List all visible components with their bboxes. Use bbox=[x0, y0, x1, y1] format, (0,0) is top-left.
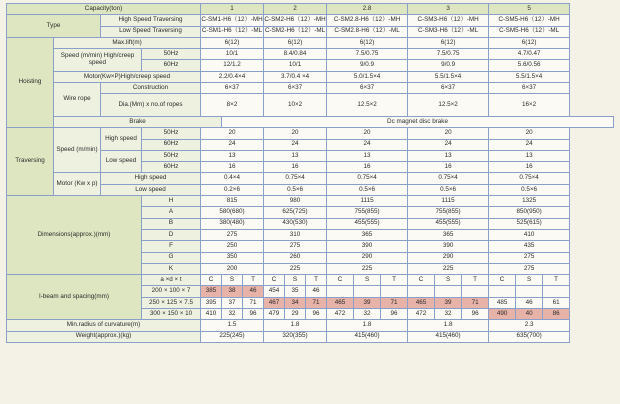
beam-cell bbox=[327, 286, 354, 297]
value-cell: 0.75×4 bbox=[489, 173, 570, 184]
weight-label: Weight(approx.)(kg) bbox=[7, 331, 201, 342]
model-cell: C-SM3-H6（12）-ML bbox=[408, 26, 489, 37]
dimension-key: H bbox=[142, 196, 201, 207]
value-cell: 9/0.9 bbox=[408, 60, 489, 71]
beam-cell: 490 bbox=[489, 309, 516, 320]
value-cell: 1.8 bbox=[264, 320, 327, 331]
beam-cell: 46 bbox=[516, 297, 543, 308]
value-cell: 1115 bbox=[408, 196, 489, 207]
value-cell: 16 bbox=[408, 162, 489, 173]
model-cell: C-SM5-H6（12）-MH bbox=[489, 15, 570, 26]
cst-header: S bbox=[285, 275, 306, 286]
model-cell: C-SM1-H6（12）-MH bbox=[201, 15, 264, 26]
value-cell: 5.0/1.5×4 bbox=[327, 71, 408, 82]
value-cell: 980 bbox=[264, 196, 327, 207]
beam-cell: 465 bbox=[327, 297, 354, 308]
beam-cell: 32 bbox=[435, 309, 462, 320]
dimension-key: F bbox=[142, 241, 201, 252]
value-cell: 12/1.2 bbox=[201, 60, 264, 71]
hoist-speed-label: Speed (m/min) High/creep speed bbox=[54, 49, 142, 72]
cst-header: T bbox=[306, 275, 327, 286]
value-cell: 435 bbox=[489, 241, 570, 252]
hoist-motor-label: Motor(Kw×P)High/creep speed bbox=[54, 71, 201, 82]
value-cell: 1325 bbox=[489, 196, 570, 207]
value-cell: 7.5/0.75 bbox=[408, 49, 489, 60]
beam-cell: 96 bbox=[381, 309, 408, 320]
value-cell: 0.75×4 bbox=[408, 173, 489, 184]
capacity-label: Capacity(ton) bbox=[7, 4, 201, 15]
brake-label: Brake bbox=[54, 116, 222, 127]
specification-sheet bbox=[6, 3, 614, 401]
value-cell: 2.2/0.4×4 bbox=[201, 71, 264, 82]
value-cell: 6(12) bbox=[264, 37, 327, 48]
motor-high-label: High speed bbox=[101, 173, 201, 184]
wire-rope-label: Wire rope bbox=[54, 83, 101, 117]
value-cell: 0.5×6 bbox=[264, 184, 327, 195]
value-cell: 815 bbox=[201, 196, 264, 207]
value-cell: 320(355) bbox=[264, 331, 327, 342]
beam-size: 250 × 125 × 7.5 bbox=[142, 297, 201, 308]
model-cell: C-SM2.8-H6（12）-MH bbox=[327, 15, 408, 26]
beam-cell: 96 bbox=[243, 309, 264, 320]
value-cell: 390 bbox=[408, 241, 489, 252]
value-cell: 755(855) bbox=[327, 207, 408, 218]
value-cell: 12.5×2 bbox=[408, 94, 489, 117]
value-cell: 415(460) bbox=[408, 331, 489, 342]
value-cell: 6×37 bbox=[264, 83, 327, 94]
value-cell: 525(615) bbox=[489, 218, 570, 229]
capacity-value: 3 bbox=[408, 4, 489, 15]
value-cell: 24 bbox=[201, 139, 264, 150]
value-cell: 6×37 bbox=[408, 83, 489, 94]
beam-cell: 467 bbox=[264, 297, 285, 308]
value-cell: 6(12) bbox=[408, 37, 489, 48]
value-cell: 24 bbox=[264, 139, 327, 150]
beam-cell: 46 bbox=[306, 286, 327, 297]
beam-cell: 71 bbox=[243, 297, 264, 308]
beam-cell: 39 bbox=[354, 297, 381, 308]
value-cell: 0.75×4 bbox=[327, 173, 408, 184]
cst-header: S bbox=[516, 275, 543, 286]
construction-label: Construction bbox=[101, 83, 201, 94]
value-cell: 1.8 bbox=[408, 320, 489, 331]
beam-cell: 32 bbox=[354, 309, 381, 320]
value-cell: 20 bbox=[264, 128, 327, 139]
hz-label: 50Hz bbox=[142, 49, 201, 60]
cst-header: T bbox=[462, 275, 489, 286]
value-cell: 850(950) bbox=[489, 207, 570, 218]
value-cell: 310 bbox=[264, 229, 327, 240]
value-cell: 1.5 bbox=[201, 320, 264, 331]
value-cell: 13 bbox=[201, 150, 264, 161]
beam-cell: 479 bbox=[264, 309, 285, 320]
value-cell: 635(700) bbox=[489, 331, 570, 342]
value-cell: 4.7/0.47 bbox=[489, 49, 570, 60]
value-cell: 200 bbox=[201, 263, 264, 274]
capacity-value: 1 bbox=[201, 4, 264, 15]
cst-header: T bbox=[243, 275, 264, 286]
beam-size: 200 × 100 × 7 bbox=[142, 286, 201, 297]
value-cell: 250 bbox=[201, 241, 264, 252]
value-cell: 350 bbox=[201, 252, 264, 263]
model-cell: C-SM3-H6（12）-MH bbox=[408, 15, 489, 26]
value-cell: 415(460) bbox=[327, 331, 408, 342]
value-cell: 20 bbox=[489, 128, 570, 139]
value-cell: 10/1 bbox=[264, 60, 327, 71]
beam-cell bbox=[408, 286, 435, 297]
dimension-key: D bbox=[142, 229, 201, 240]
value-cell: 24 bbox=[489, 139, 570, 150]
hoisting-label: Hoisting bbox=[7, 37, 54, 127]
value-cell: 225(245) bbox=[201, 331, 264, 342]
value-cell: 2.3 bbox=[489, 320, 570, 331]
value-cell: 6(12) bbox=[327, 37, 408, 48]
beam-cell bbox=[516, 286, 543, 297]
value-cell: 20 bbox=[201, 128, 264, 139]
value-cell: 6(12) bbox=[489, 37, 570, 48]
value-cell: 16 bbox=[327, 162, 408, 173]
value-cell: 6(12) bbox=[201, 37, 264, 48]
value-cell: 5.5/1.5×4 bbox=[408, 71, 489, 82]
cst-header: C bbox=[201, 275, 222, 286]
value-cell: 16 bbox=[201, 162, 264, 173]
capacity-value: 5 bbox=[489, 4, 570, 15]
hz-label: 50Hz bbox=[142, 128, 201, 139]
hz-label: 60Hz bbox=[142, 139, 201, 150]
hz-label: 60Hz bbox=[142, 60, 201, 71]
value-cell: 3.7/0.4 ×4 bbox=[264, 71, 327, 82]
beam-cell: 46 bbox=[243, 286, 264, 297]
beam-cell: 395 bbox=[201, 297, 222, 308]
value-cell: 755(855) bbox=[408, 207, 489, 218]
value-cell: 0.5×6 bbox=[489, 184, 570, 195]
beam-cell: 465 bbox=[408, 297, 435, 308]
value-cell: 455(555) bbox=[327, 218, 408, 229]
value-cell: 365 bbox=[327, 229, 408, 240]
value-cell: 275 bbox=[489, 263, 570, 274]
beam-cell: 71 bbox=[306, 297, 327, 308]
value-cell: 225 bbox=[264, 263, 327, 274]
beam-cell: 385 bbox=[201, 286, 222, 297]
value-cell: 1.8 bbox=[327, 320, 408, 331]
value-cell: 0.5×6 bbox=[408, 184, 489, 195]
type-label: Type bbox=[7, 15, 101, 38]
low-speed-traversing-label: Low Speed Traversing bbox=[101, 26, 201, 37]
ibeam-label: I-beam and spacing(mm) bbox=[7, 275, 142, 320]
spec-table bbox=[6, 3, 614, 343]
value-cell: 0.75×4 bbox=[264, 173, 327, 184]
trav-low-label: Low speed bbox=[101, 150, 142, 173]
cst-header: T bbox=[381, 275, 408, 286]
beam-cell: 472 bbox=[408, 309, 435, 320]
value-cell: 410 bbox=[489, 229, 570, 240]
value-cell: 20 bbox=[327, 128, 408, 139]
value-cell: 625(725) bbox=[264, 207, 327, 218]
beam-cell: 34 bbox=[285, 297, 306, 308]
value-cell: 13 bbox=[264, 150, 327, 161]
value-cell: 225 bbox=[327, 263, 408, 274]
dimensions-label: Dimensions(approx.)(mm) bbox=[7, 196, 142, 275]
beam-cell: 29 bbox=[285, 309, 306, 320]
cst-header: T bbox=[543, 275, 570, 286]
trav-high-label: High speed bbox=[101, 128, 142, 151]
value-cell: 16 bbox=[489, 162, 570, 173]
value-cell: 13 bbox=[489, 150, 570, 161]
beam-cell: 96 bbox=[462, 309, 489, 320]
beam-cell: 71 bbox=[462, 297, 489, 308]
value-cell: 260 bbox=[264, 252, 327, 263]
beam-size: 300 × 150 × 10 bbox=[142, 309, 201, 320]
beam-cell bbox=[489, 286, 516, 297]
beam-cell: 454 bbox=[264, 286, 285, 297]
value-cell: 1115 bbox=[327, 196, 408, 207]
cst-header: S bbox=[354, 275, 381, 286]
ibeam-header: a ×d × t bbox=[142, 275, 201, 286]
value-cell: 8.4/0.84 bbox=[264, 49, 327, 60]
value-cell: 24 bbox=[408, 139, 489, 150]
value-cell: 7.5/0.75 bbox=[327, 49, 408, 60]
beam-cell: 472 bbox=[327, 309, 354, 320]
beam-cell: 39 bbox=[435, 297, 462, 308]
motor-low-label: Low speed bbox=[101, 184, 201, 195]
value-cell: 10×2 bbox=[264, 94, 327, 117]
beam-cell: 40 bbox=[516, 309, 543, 320]
cst-header: S bbox=[435, 275, 462, 286]
beam-cell: 96 bbox=[306, 309, 327, 320]
beam-cell: 37 bbox=[222, 297, 243, 308]
value-cell: 8×2 bbox=[201, 94, 264, 117]
value-cell: 430(530) bbox=[264, 218, 327, 229]
max-lift-label: Max.lift(m) bbox=[54, 37, 201, 48]
high-speed-traversing-label: High Speed Traversing bbox=[101, 15, 201, 26]
value-cell: 6×37 bbox=[327, 83, 408, 94]
value-cell: 5.6/0.56 bbox=[489, 60, 570, 71]
beam-cell: 485 bbox=[489, 297, 516, 308]
value-cell: 390 bbox=[327, 241, 408, 252]
model-cell: C-SM1-H6（12）-ML bbox=[201, 26, 264, 37]
brake-value: Dc magnet disc brake bbox=[222, 116, 614, 127]
beam-cell bbox=[381, 286, 408, 297]
value-cell: 24 bbox=[327, 139, 408, 150]
value-cell: 13 bbox=[327, 150, 408, 161]
value-cell: 13 bbox=[408, 150, 489, 161]
value-cell: 225 bbox=[408, 263, 489, 274]
value-cell: 275 bbox=[489, 252, 570, 263]
value-cell: 12.5×2 bbox=[327, 94, 408, 117]
cst-header: S bbox=[222, 275, 243, 286]
rope-dia-label: Dia.(Mm) x no.of ropes bbox=[101, 94, 201, 117]
value-cell: 275 bbox=[264, 241, 327, 252]
value-cell: 0.2×6 bbox=[201, 184, 264, 195]
capacity-value: 2 bbox=[264, 4, 327, 15]
hz-label: 60Hz bbox=[142, 162, 201, 173]
value-cell: 455(555) bbox=[408, 218, 489, 229]
value-cell: 580(680) bbox=[201, 207, 264, 218]
min-radius-label: Min.radius of curvature(m) bbox=[7, 320, 201, 331]
cst-header: C bbox=[489, 275, 516, 286]
cst-header: C bbox=[408, 275, 435, 286]
beam-cell: 35 bbox=[285, 286, 306, 297]
dimension-key: A bbox=[142, 207, 201, 218]
hz-label: 50Hz bbox=[142, 150, 201, 161]
dimension-key: B bbox=[142, 218, 201, 229]
beam-cell bbox=[354, 286, 381, 297]
beam-cell: 32 bbox=[222, 309, 243, 320]
value-cell: 16×2 bbox=[489, 94, 570, 117]
beam-cell bbox=[462, 286, 489, 297]
beam-cell bbox=[543, 286, 570, 297]
dimension-key: K bbox=[142, 263, 201, 274]
cst-header: C bbox=[264, 275, 285, 286]
value-cell: 9/0.9 bbox=[327, 60, 408, 71]
beam-cell: 61 bbox=[543, 297, 570, 308]
value-cell: 5.5/1.5×4 bbox=[489, 71, 570, 82]
value-cell: 0.4×4 bbox=[201, 173, 264, 184]
value-cell: 380(480) bbox=[201, 218, 264, 229]
trav-motor-label: Motor (Kw x p) bbox=[54, 173, 101, 196]
beam-cell: 38 bbox=[222, 286, 243, 297]
model-cell: C-SM5-H6（12）-ML bbox=[489, 26, 570, 37]
value-cell: 16 bbox=[264, 162, 327, 173]
model-cell: C-SM2-H6（12）-MH bbox=[264, 15, 327, 26]
value-cell: 275 bbox=[201, 229, 264, 240]
model-cell: C-SM2.8-H6（12）-ML bbox=[327, 26, 408, 37]
value-cell: 365 bbox=[408, 229, 489, 240]
value-cell: 0.5×6 bbox=[327, 184, 408, 195]
value-cell: 290 bbox=[408, 252, 489, 263]
value-cell: 6×37 bbox=[201, 83, 264, 94]
cst-header: C bbox=[327, 275, 354, 286]
dimension-key: G bbox=[142, 252, 201, 263]
value-cell: 290 bbox=[327, 252, 408, 263]
capacity-value: 2.8 bbox=[327, 4, 408, 15]
value-cell: 20 bbox=[408, 128, 489, 139]
model-cell: C-SM2-H6（12）-ML bbox=[264, 26, 327, 37]
value-cell: 6×37 bbox=[489, 83, 570, 94]
trav-speed-label: Speed (m/min) bbox=[54, 128, 101, 173]
beam-cell: 86 bbox=[543, 309, 570, 320]
traversing-label: Traversing bbox=[7, 128, 54, 196]
beam-cell bbox=[435, 286, 462, 297]
beam-cell: 71 bbox=[381, 297, 408, 308]
beam-cell: 410 bbox=[201, 309, 222, 320]
value-cell: 10/1 bbox=[201, 49, 264, 60]
